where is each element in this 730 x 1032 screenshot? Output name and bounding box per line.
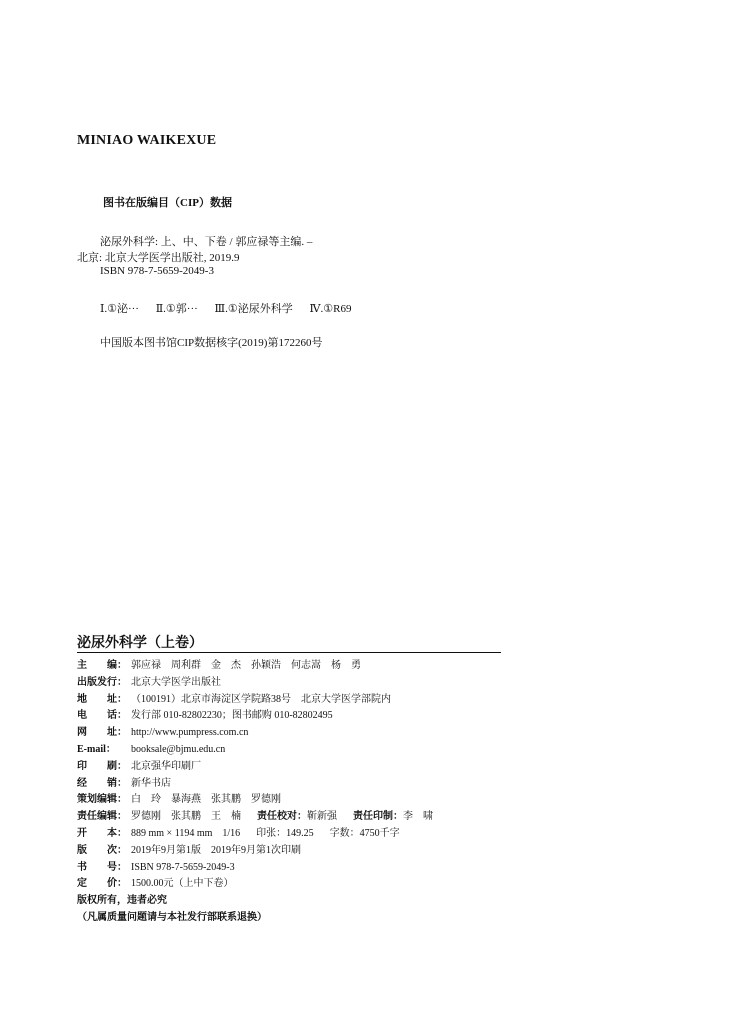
- cip-heading: 图书在版编目（CIP）数据: [103, 197, 232, 209]
- editors-value: 郭应禄 周利群 金 杰 孙颖浩 何志嵩 杨 勇: [131, 660, 361, 671]
- title-divider: [77, 652, 501, 653]
- planning-editors-row: [77, 792, 677, 809]
- printer-label: 印 刷：: [77, 760, 127, 772]
- email-label: E-mail：: [77, 743, 116, 755]
- cip-isbn: ISBN 978-7-5659-2049-3: [100, 265, 214, 277]
- isbn-label: 书 号：: [77, 861, 127, 873]
- edition-label: 版 次：: [77, 844, 127, 856]
- isbn-row: [77, 860, 677, 877]
- cip-classification: [100, 300, 365, 316]
- printer-row: [77, 759, 677, 776]
- price-value: 1500.00元（上中下卷）: [131, 878, 234, 890]
- editors-label: 主 编：: [77, 660, 127, 671]
- planning-editors-label: 策划编辑：: [77, 794, 127, 806]
- editors-row: [77, 658, 677, 675]
- cip-class-2: Ⅱ.①郭···: [155, 303, 198, 315]
- cip-class-3: Ⅲ.①泌尿外科学: [214, 303, 293, 315]
- words-label: 字数：: [329, 827, 360, 839]
- print-supervisor-value: 李 啸: [403, 811, 433, 823]
- responsible-editors-label: 责任编辑：: [77, 811, 127, 823]
- proofreader-value: 靳新强: [307, 811, 337, 823]
- cip-title-line: 泌尿外科学: 上、中、下卷 / 郭应禄等主编. –: [100, 236, 313, 248]
- sheets-label: 印张：: [256, 827, 287, 839]
- format-label: 开 本：: [77, 827, 127, 839]
- responsible-editors-value: 罗德刚 张其鹏 王 楠: [131, 811, 241, 823]
- price-row: [77, 876, 677, 893]
- cip-record-number: 中国版本图书馆CIP数据核字(2019)第172260号: [100, 337, 323, 349]
- publisher-row: [77, 675, 677, 692]
- book-title: 泌尿外科学（上卷）: [77, 636, 203, 651]
- phone-value: 发行部 010-82802230；图书邮购 010-82802495: [131, 710, 333, 722]
- sheets-value: 149.25: [286, 827, 314, 839]
- address-label: 地 址：: [77, 693, 127, 705]
- website-row: [77, 725, 677, 742]
- format-row: [77, 826, 677, 843]
- return-notice: （凡属质量问题请与本社发行部联系退换）: [77, 911, 267, 923]
- distributor-value: 新华书店: [131, 777, 171, 789]
- publisher-label: 出版发行：: [77, 676, 127, 688]
- publisher-value: 北京大学医学出版社: [131, 676, 221, 688]
- proofreader-label: 责任校对：: [257, 811, 307, 823]
- phone-row: [77, 708, 677, 725]
- colophon: [77, 658, 677, 927]
- distributor-row: [77, 776, 677, 793]
- email-value: booksale@bjmu.edu.cn: [131, 743, 226, 755]
- edition-value: 2019年9月第1版 2019年9月第1次印刷: [131, 844, 301, 856]
- address-value: （100191）北京市海淀区学院路38号 北京大学医学部院内: [131, 693, 391, 705]
- isbn-value: ISBN 978-7-5659-2049-3: [131, 861, 235, 873]
- website-label: 网 址：: [77, 727, 127, 739]
- planning-editors-value: 白 玲 暴海燕 张其鹏 罗德刚: [131, 794, 281, 806]
- cip-class-1: Ⅰ.①泌···: [100, 303, 139, 315]
- words-value: 4750千字: [359, 827, 400, 839]
- pinyin-title: MINIAO WAIKEXUE: [77, 133, 217, 148]
- cip-publisher-line: 北京: 北京大学医学出版社, 2019.9: [77, 252, 240, 264]
- distributor-label: 经 销：: [77, 777, 127, 789]
- phone-label: 电 话：: [77, 710, 127, 722]
- print-supervisor-label: 责任印制：: [353, 811, 403, 823]
- website-value: http://www.pumpress.com.cn: [131, 727, 249, 739]
- cip-class-4: Ⅳ.①R69: [309, 303, 352, 315]
- edition-row: [77, 843, 677, 860]
- printer-value: 北京强华印刷厂: [131, 760, 201, 772]
- format-size: 889 mm × 1194 mm 1/16: [131, 827, 241, 839]
- address-row: [77, 692, 677, 709]
- copyright-line: 版权所有，违者必究: [77, 895, 167, 907]
- responsible-editors-row: [77, 809, 677, 826]
- email-row: [77, 742, 677, 759]
- price-label: 定 价：: [77, 878, 127, 890]
